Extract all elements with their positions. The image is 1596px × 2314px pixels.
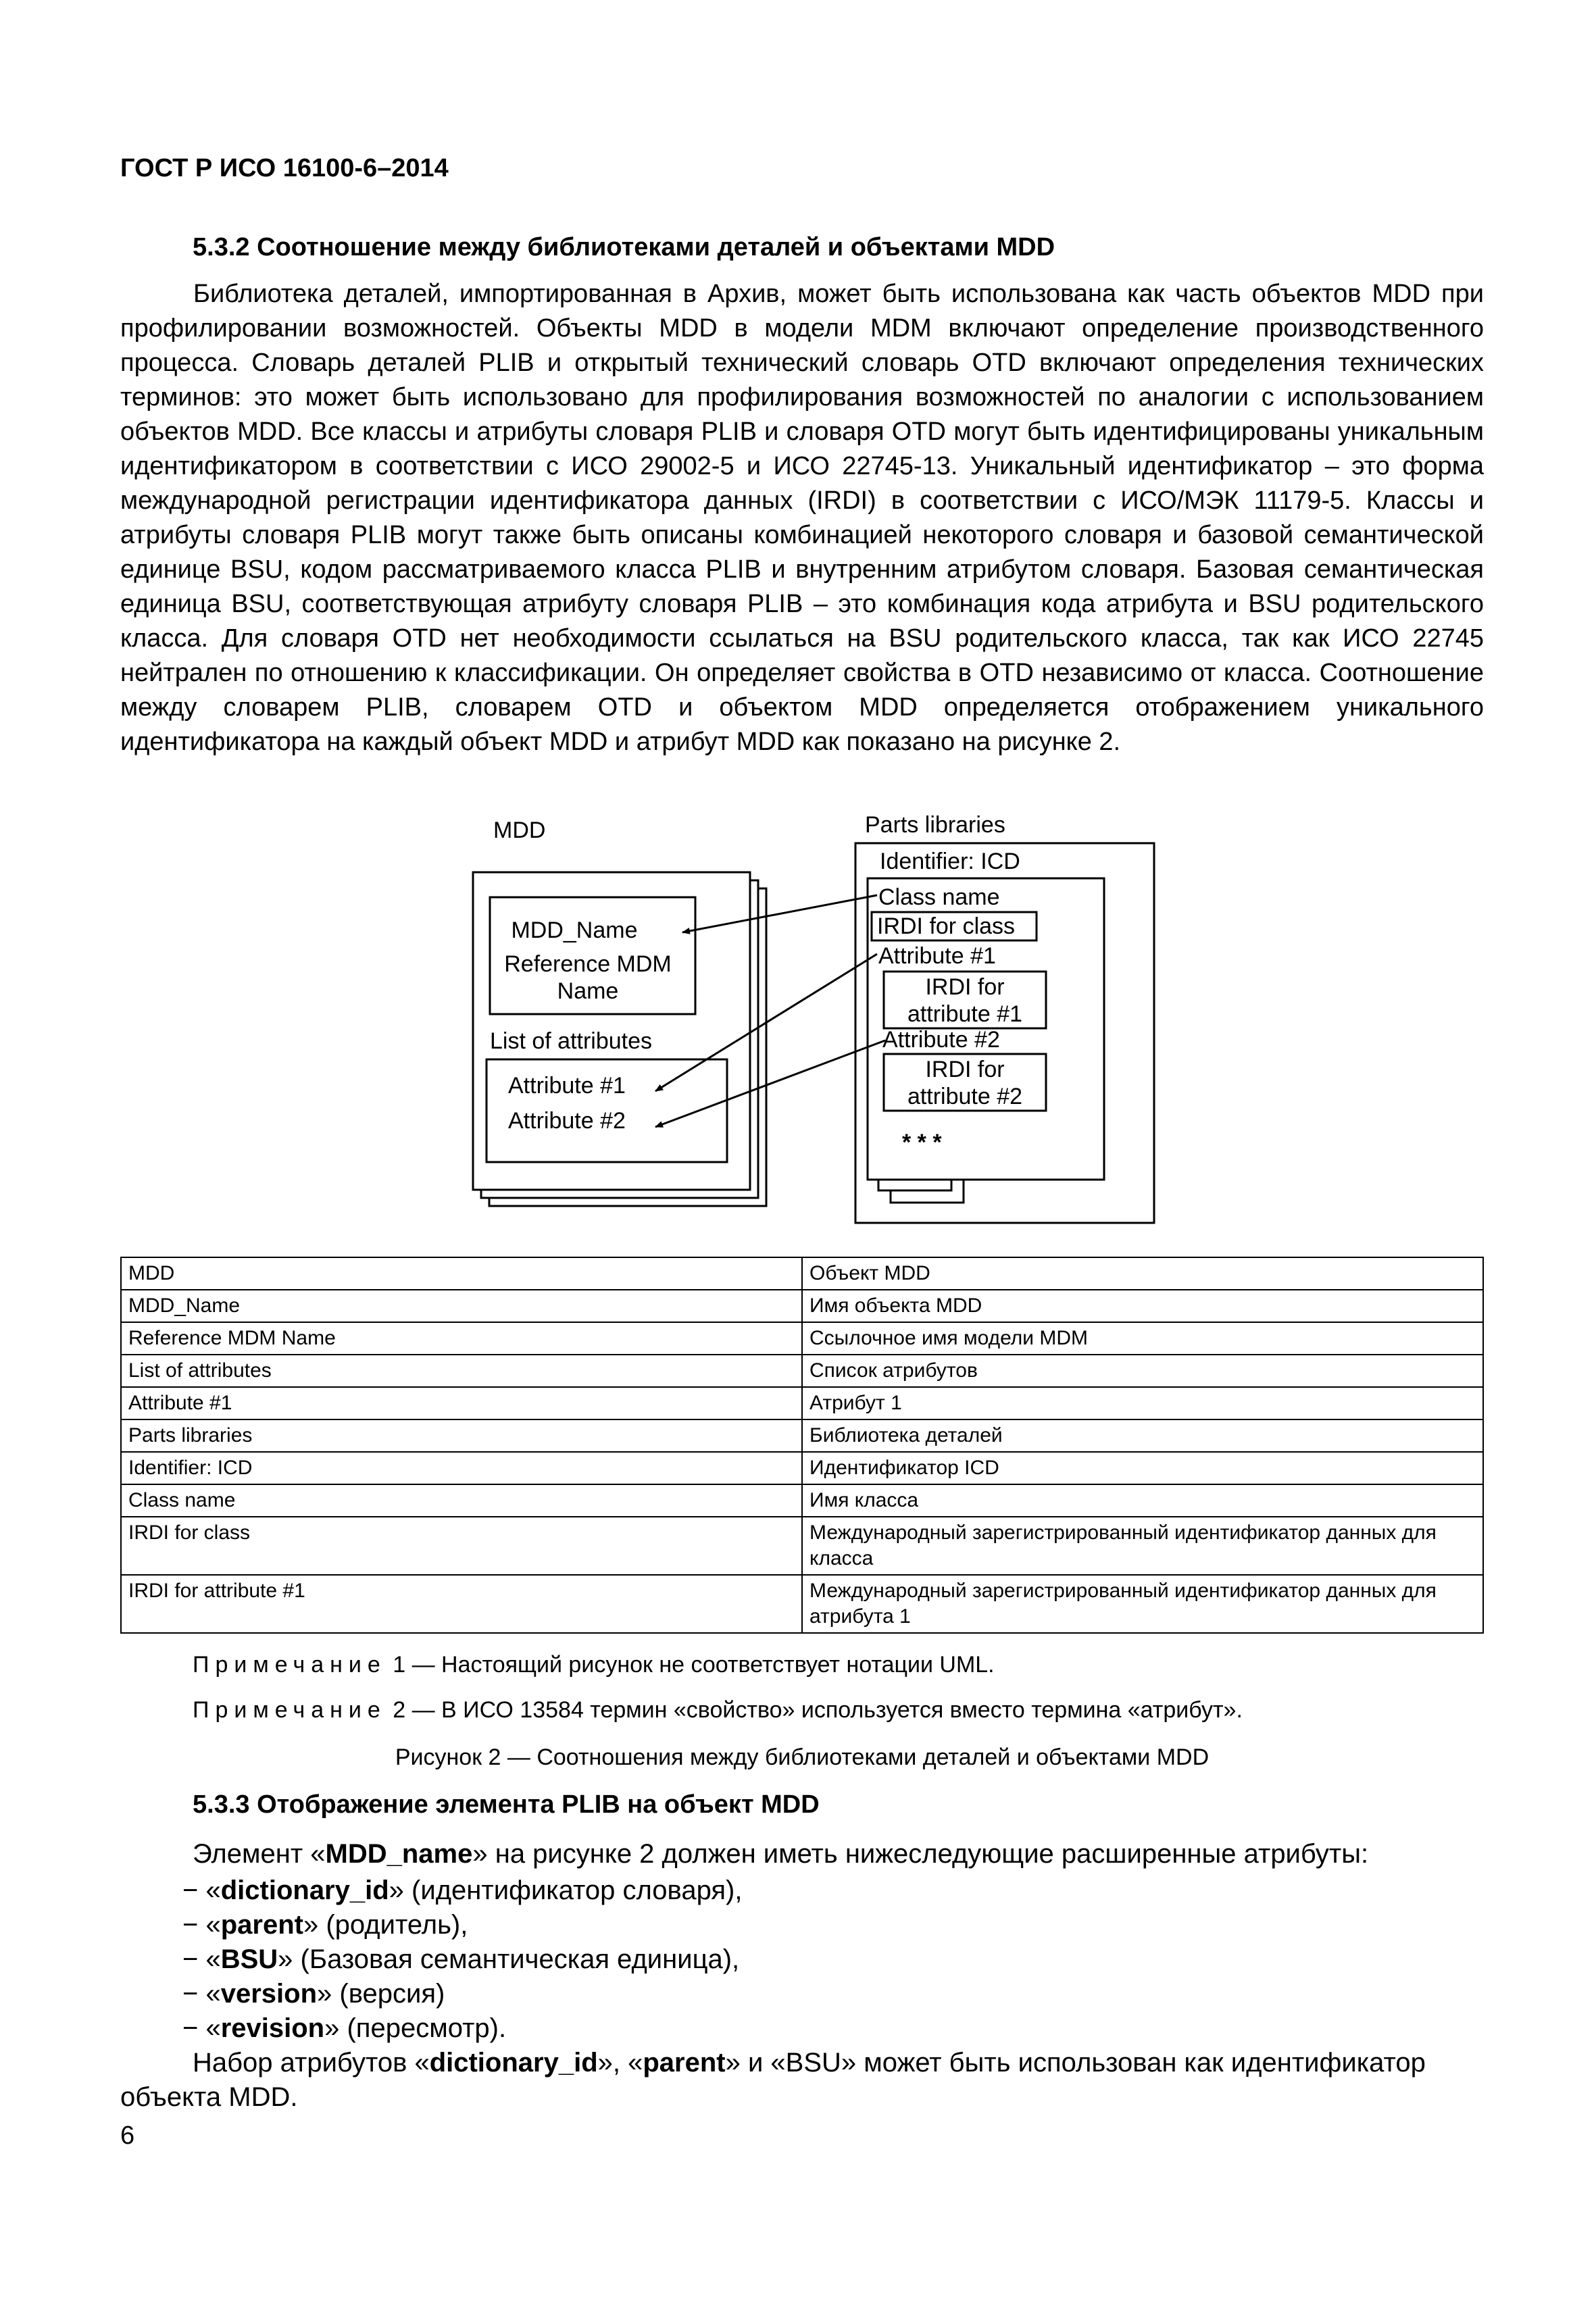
figure-caption: Рисунок 2 — Соотношения между библиотеками деталей и объектами MDD — [395, 1744, 1210, 1770]
parts-attribute-1: Attribute #1 — [878, 943, 996, 969]
body-paragraph: Библиотека деталей, импортированная в Архив, может быть использована как часть объектов MDD при профилировании возможностей. Объекты MDD в модели MDM включают определение производственного процесса. Словарь деталей PLIB и открытый технический словарь OTD включают определения технических терминов: это может быть использовано для профилирования возможностей по аналогии с использованием объектов MDD. Все классы и атрибуты словаря PLIB и словаря OTD могут быть идентифицированы уникальным идентификатором в соответствии с ИСО 29002-5 и ИСО 22745-13. Уникальный идентификатор – это форма международной регистрации идентификатора данных (IRDI) в соответствии с ИСО/МЭК 11179-5. Классы и атрибуты словаря PLIB могут также быть описаны комбинацией некоторого словаря и базовой семантической единице BSU, кодом рассматриваемого класса PLIB и внутренним атрибутом словаря. Базовая семантическая единица BSU, соответствующая атрибуту словаря PLIB – это комбинация кода атрибута и BSU родительского класса. Для словаря OTD нет необходимости ссылаться на BSU родительского класса, так как ИСО 22745 нейтрален по отношению к классификации. Он определяет свойства в OTD независимо от класса. Соотношение между словарем PLIB, словарем OTD и объектом MDD определяется отображением уникального идентификатора на каждый объект MDD и атрибут MDD как показано на рисунке 2. — [120, 280, 1484, 756]
legend-translation: Список атрибутов — [802, 1355, 1483, 1387]
document-header: ГОСТ Р ИСО 16100-6–2014 — [120, 154, 449, 182]
reference-mdm-name-label-2: Name — [557, 978, 619, 1004]
outro-text: », « — [597, 2048, 643, 2078]
attribute-name: dictionary_id — [220, 1876, 389, 1905]
list-item: − «revision» (пересмотр). — [182, 2013, 507, 2043]
legend-translation: Имя класса — [802, 1484, 1483, 1517]
ellipsis-label: * * * — [902, 1130, 942, 1155]
table-row — [121, 1517, 1483, 1575]
legend-term: Class name — [121, 1484, 802, 1517]
note-label: Примечание — [193, 1652, 386, 1678]
reference-mdm-name-label: Reference MDM — [504, 951, 672, 977]
note-1 — [193, 1652, 995, 1678]
list-item: − «parent» (родитель), — [182, 1910, 468, 1940]
legend-term: IRDI for class — [121, 1517, 802, 1575]
legend-term: IRDI for attribute #1 — [121, 1575, 802, 1633]
irdi-attribute-1-label-2: attribute #1 — [907, 1001, 1023, 1027]
outro-bold-term: parent — [643, 2048, 726, 2078]
class-name-label: Class name — [878, 884, 1000, 910]
list-item: − «version» (версия) — [182, 1979, 445, 2009]
outro-text: » и «BSU» может быть использован как идентификатор объекта MDD. — [120, 2048, 1426, 2112]
legend-term: Parts libraries — [121, 1419, 802, 1452]
parts-libraries-title: Parts libraries — [865, 812, 1005, 838]
legend-translation: Атрибут 1 — [802, 1387, 1483, 1419]
table-row — [121, 1387, 1483, 1419]
mdd-name-label: MDD_Name — [511, 917, 638, 943]
section-heading-5-3-3: 5.3.3 Отображение элемента PLIB на объект MDD — [193, 1790, 820, 1819]
legend-term: Reference MDM Name — [121, 1322, 802, 1355]
closing-paragraph — [120, 2046, 1484, 2115]
mdd-attribute-2: Attribute #2 — [508, 1108, 626, 1134]
mdd-attribute-1: Attribute #1 — [508, 1073, 626, 1099]
intro-bold-term: MDD_name — [325, 1839, 473, 1869]
table-row — [121, 1290, 1483, 1322]
attribute-description: » (идентификатор словаря), — [389, 1876, 743, 1905]
legend-term: MDD_Name — [121, 1290, 802, 1322]
note-label: Примечание — [193, 1697, 386, 1723]
legend-translation: Идентификатор ICD — [802, 1452, 1483, 1484]
attribute-description: » (пересмотр). — [324, 2013, 507, 2043]
page-number: 6 — [120, 2121, 135, 2150]
irdi-class-label: IRDI for class — [877, 913, 1016, 939]
irdi-attribute-1-label: IRDI for — [925, 974, 1005, 1000]
list-of-attributes-label: List of attributes — [490, 1028, 653, 1054]
legend-translation: Международный зарегистрированный идентификатор данных для атрибута 1 — [802, 1575, 1483, 1633]
attribute-description: » (версия) — [317, 1979, 445, 2009]
table-row — [121, 1419, 1483, 1452]
intro-sentence — [193, 1839, 1368, 1869]
note-text: 1 — Настоящий рисунок не соответствует нотации UML. — [386, 1652, 995, 1678]
attribute-name: revision — [220, 2013, 325, 2043]
legend-term: MDD — [121, 1257, 802, 1290]
legend-translation: Международный зарегистрированный идентификатор данных для класса — [802, 1517, 1483, 1575]
legend-term: Attribute #1 — [121, 1387, 802, 1419]
parts-attribute-2: Attribute #2 — [882, 1027, 1000, 1053]
table-row — [121, 1257, 1483, 1290]
figure-2-diagram — [459, 811, 1162, 1230]
table-row — [121, 1322, 1483, 1355]
list-item: − «BSU» (Базовая семантическая единица), — [182, 1944, 740, 1974]
table-row — [121, 1484, 1483, 1517]
attribute-name: version — [220, 1979, 318, 2009]
outro-bold-term: dictionary_id — [429, 2048, 598, 2078]
note-2 — [193, 1697, 1243, 1724]
table-row — [121, 1355, 1483, 1387]
irdi-attribute-2-label-2: attribute #2 — [907, 1084, 1023, 1109]
table-row — [121, 1575, 1483, 1633]
section-heading-5-3-2: 5.3.2 Соотношение между библиотеками деталей и объектами MDD — [193, 233, 1055, 261]
legend-translation: Объект MDD — [802, 1257, 1483, 1290]
attribute-name: BSU — [220, 1944, 278, 1974]
legend-table — [120, 1257, 1484, 1634]
attribute-name: parent — [220, 1910, 303, 1940]
legend-term: Identifier: ICD — [121, 1452, 802, 1484]
identifier-icd-label: Identifier: ICD — [880, 849, 1020, 874]
list-item: − «dictionary_id» (идентификатор словаря), — [182, 1876, 743, 1905]
note-text: 2 — В ИСО 13584 термин «свойство» используется вместо термина «атрибут». — [386, 1697, 1243, 1723]
table-row — [121, 1452, 1483, 1484]
mdd-title: MDD — [493, 818, 546, 843]
legend-translation: Ссылочное имя модели MDM — [802, 1322, 1483, 1355]
outro-text: Набор атрибутов « — [193, 2048, 430, 2078]
legend-term: List of attributes — [121, 1355, 802, 1387]
attribute-description: » (родитель), — [303, 1910, 468, 1940]
attribute-list — [182, 1873, 742, 2046]
legend-translation: Имя объекта MDD — [802, 1290, 1483, 1322]
irdi-attribute-2-label: IRDI for — [925, 1057, 1005, 1082]
intro-text: » на рисунке 2 должен иметь нижеследующие расширенные атрибуты: — [472, 1839, 1369, 1869]
intro-text: Элемент « — [193, 1839, 326, 1869]
legend-translation: Библиотека деталей — [802, 1419, 1483, 1452]
attribute-description: » (Базовая семантическая единица), — [278, 1944, 740, 1974]
